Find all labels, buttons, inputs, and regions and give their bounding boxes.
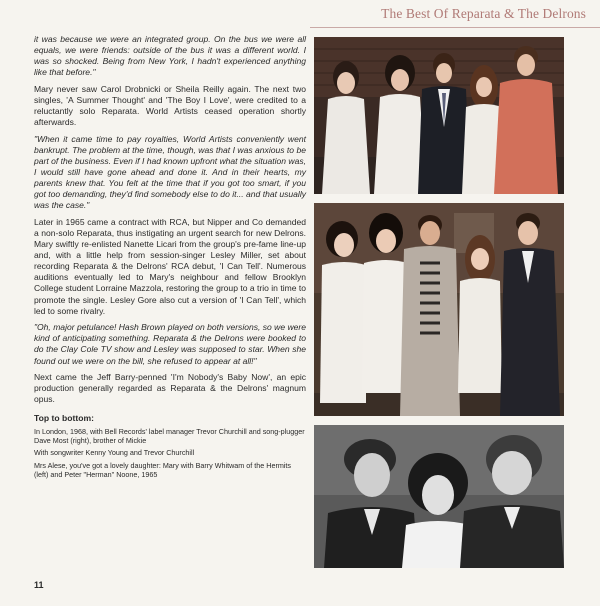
paragraph-4: Later in 1965 came a contract with RCA, but Nipper and Co demanded a non-solo Reparata, thus instigating an urgent search for new Delrons. Mary swiftly re-enlisted Nanette Licari from the group's pre-fame line-up and, with a little help from session-singer Lesley Miller, set about recording Reparata & the Delrons' RCA debut, 'I Can Tell'. Numerous auditions eventually led to Mary's neighbour and fellow Brooklyn College student Lorraine Mazzola, restoring the group to a trio in time to promote the single. Lesley Gore also cut a version of 'I Can Tell', which led to some rivalry. (34, 216, 306, 316)
header-rule (310, 27, 600, 28)
photo-kenny-young (314, 203, 564, 416)
running-header: The Best Of Reparata & The Delrons (381, 6, 586, 21)
photo-hermits-1965 (314, 425, 564, 568)
page-number: 11 (34, 580, 44, 590)
paragraph-quote-3: "When it came time to pay royalties, World Artists conveniently went bankrupt. The problem at the time, though, was that I was anxious to be part of the business. Even if I had known upfront what the situation was, I would still have gone ahead and done it. And in their hearts, my parents knew that. You felt at the time that if you got too smart, if you got too demanding, they'd find somebody else to do it... and that usually was the case." (34, 133, 306, 211)
text-column (34, 34, 306, 483)
paragraph-quote-1: it was because we were an integrated group. On the bus we were all equals, we were friends: outside of the bus it was a different world. I was so shocked. Being from New York, I hadn't experienced anything like that before." (34, 34, 306, 78)
caption-1: In London, 1968, with Bell Records' label manager Trevor Churchill and song-plugger Dave Most (right), brother of Mickie (34, 426, 305, 445)
paragraph-6: Next came the Jeff Barry-penned 'I'm Nobody's Baby Now', an epic production generally regarded as Reparata & the Delrons' magnum opus. (34, 372, 306, 405)
caption-2: With songwriter Kenny Young and Trevor Churchill (34, 448, 195, 458)
photo-london-1968 (314, 37, 564, 194)
caption-3: Mrs Alese, you've got a lovely daughter: Mary with Barry Whitwam of the Hermits (left) and Peter "Herman" Noone, 1965 (34, 460, 292, 480)
captions-heading: Top to bottom: (34, 413, 94, 424)
paragraph-quote-5: "Oh, major petulance! Hash Brown played on both versions, so we were kind of anticipating something. Reparata & the Delrons were booked to do the Clay Cole TV show and Lesley was supposed to star. When she found out we were on the bill, she refused to appear at all!" (34, 322, 306, 366)
paragraph-2: Mary never saw Carol Drobnicki or Sheila Reilly again. The next two singles, 'A Summer Thought' and 'The Boy I Love', were credited to a reluctantly solo Reparata. World Artists ceased operation shortly afterwards. (34, 83, 306, 128)
